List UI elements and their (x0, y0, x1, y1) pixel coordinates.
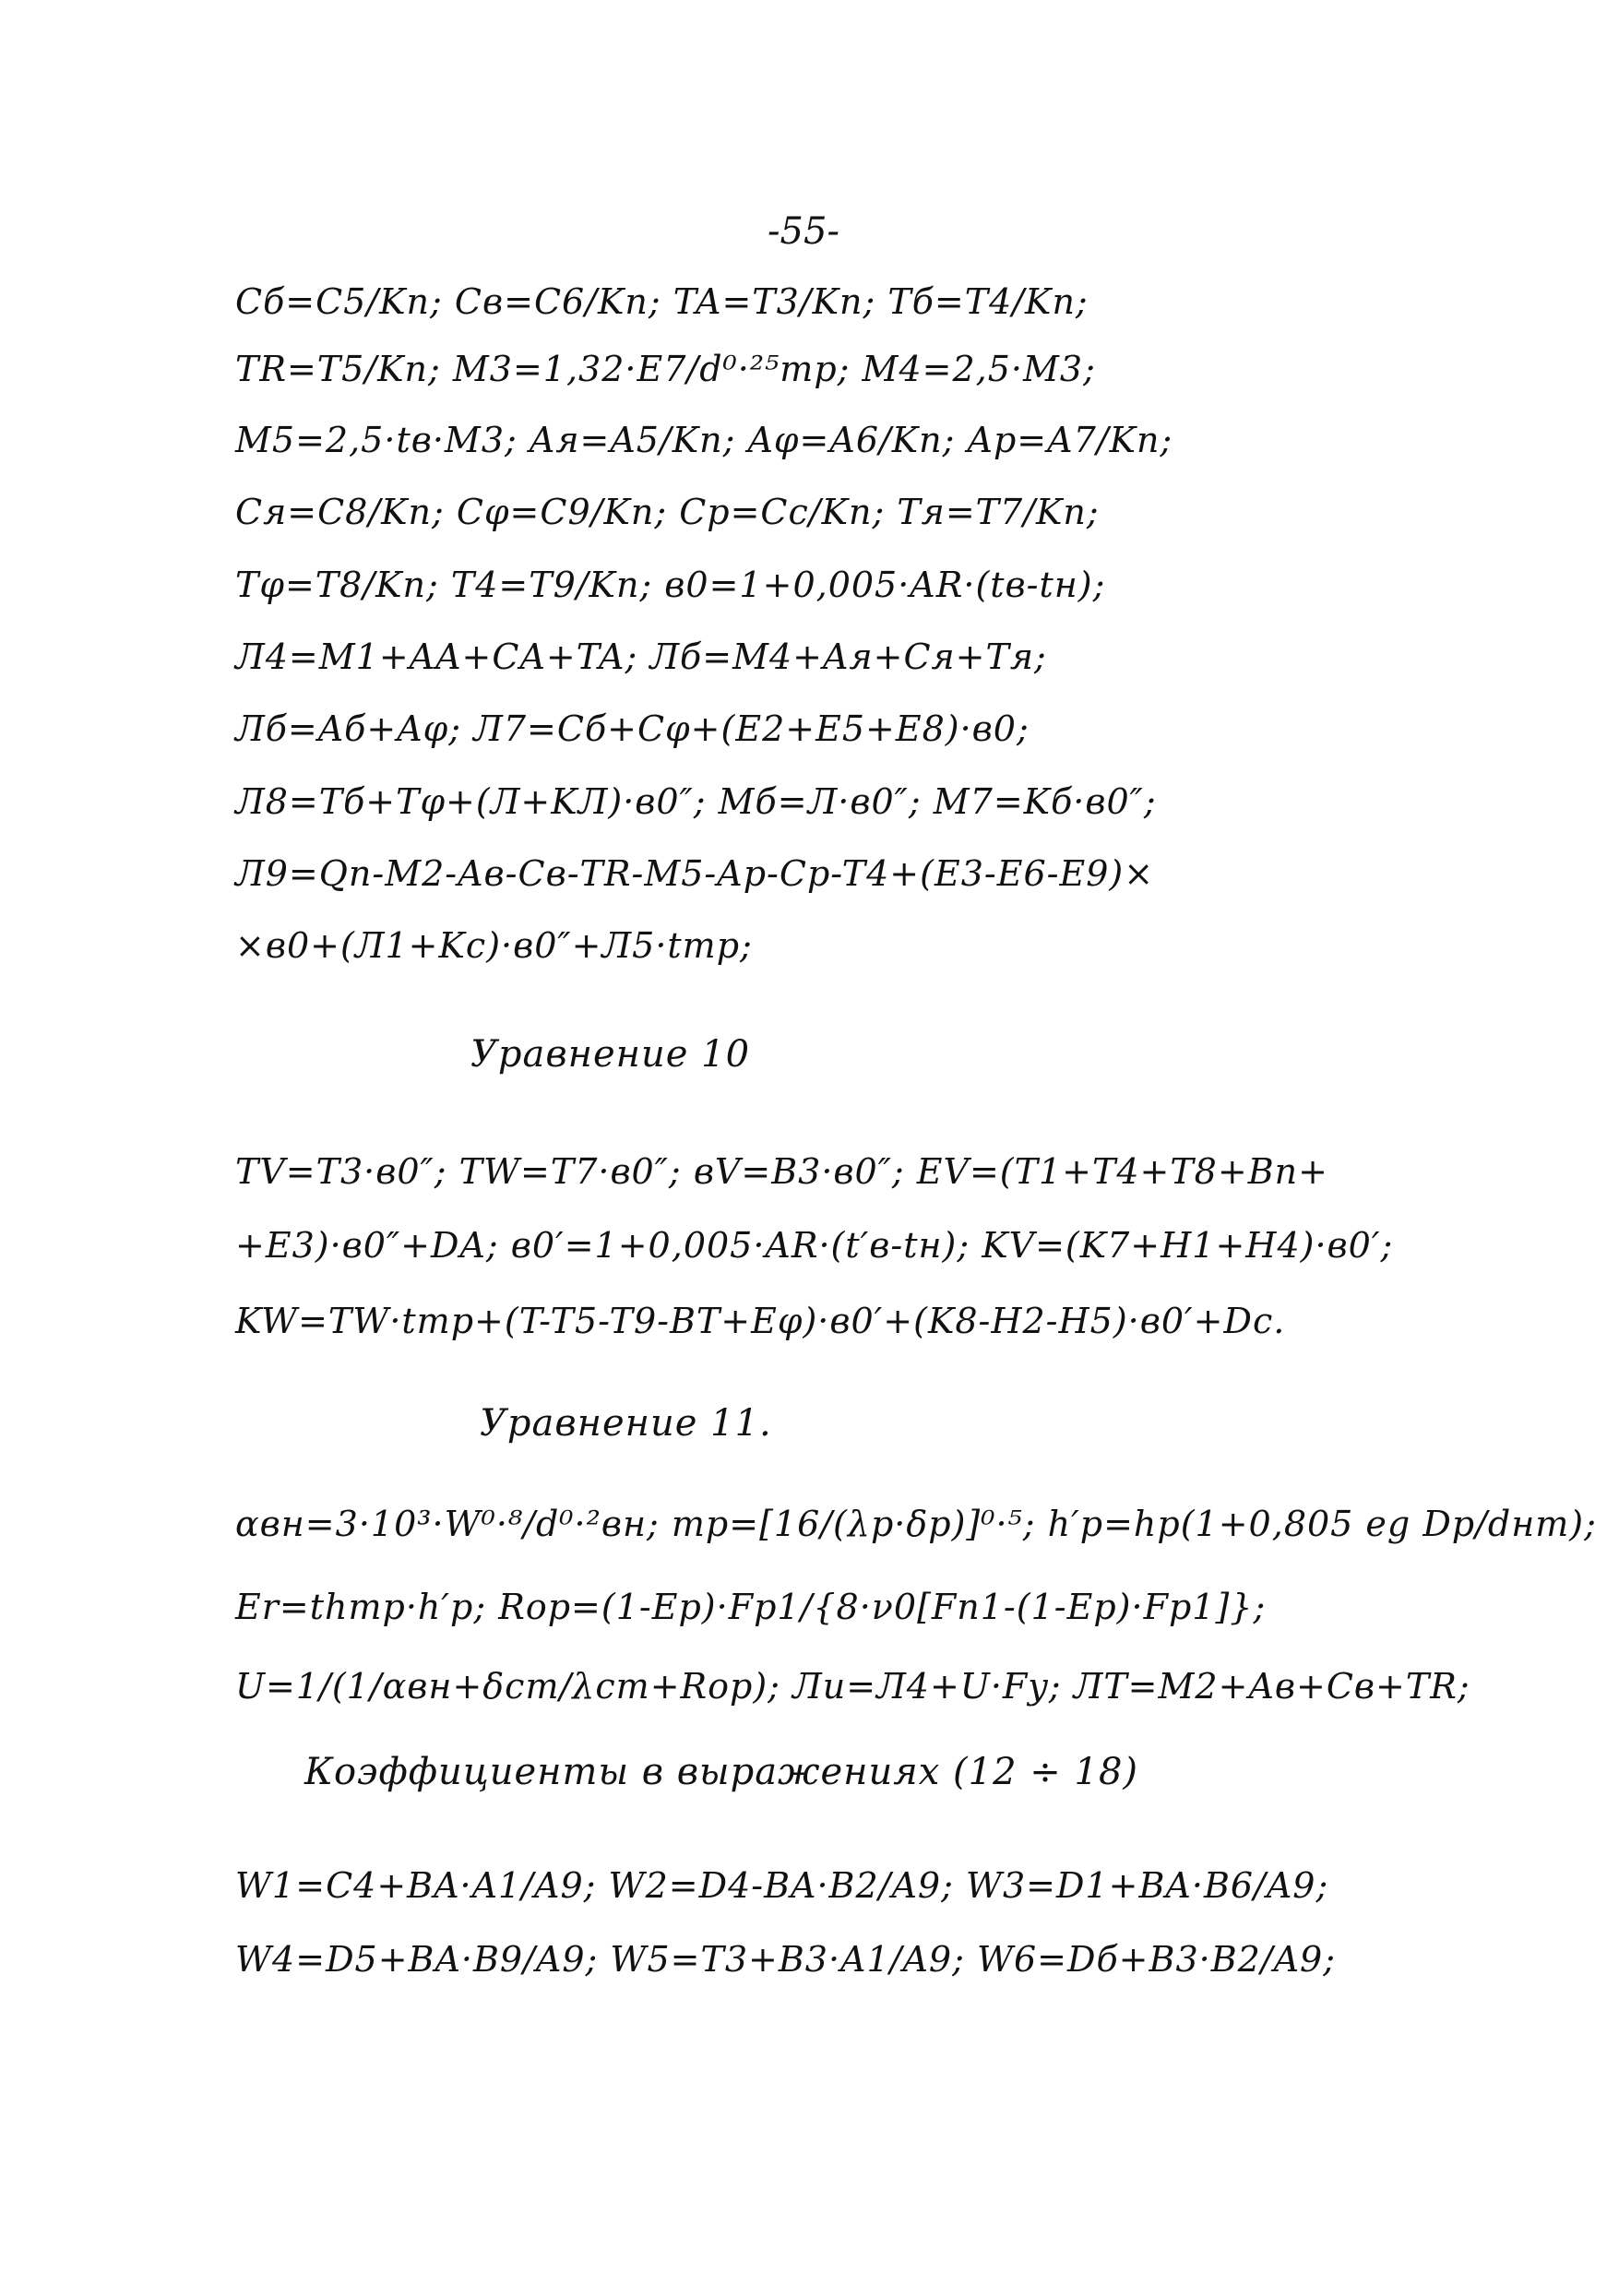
formula-line: Cб=C5/Kп; Cв=C6/Kп; TA=T3/Kп; Tб=T4/Kп; (235, 281, 1089, 322)
formula-line: Л4=M1+AA+CA+TA; Лб=M4+Aя+Cя+Tя; (235, 636, 1047, 677)
formula-line: Tφ=T8/Kп; T4=T9/Kп; в0=1+0,005·AR·(tв-tн); (235, 565, 1106, 605)
formula-line: Л9=Qп-M2-Aв-Cв-TR-M5-Ap-Cp-T4+(E3-E6-E9)× (235, 853, 1155, 894)
formula-line: KW=TW·tтр+(T-T5-T9-BT+Eφ)·в0′+(K8-H2-H5)·в0′+Dc. (235, 1301, 1286, 1341)
formula-line: Cя=C8/Kп; Cφ=C9/Kп; Cp=Cc/Kп; Tя=T7/Kп; (235, 492, 1100, 532)
formula-line: ×в0+(Л1+Kc)·в0″+Л5·tтр; (235, 925, 753, 966)
formula-line: W4=D5+BA·B9/A9; W5=T3+B3·A1/A9; W6=Dб+B3·B2/A9; (235, 1939, 1337, 1980)
formula-line: Л8=Tб+Tφ+(Л+KЛ)·в0″; Mб=Л·в0″; M7=Kб·в0″; (235, 781, 1157, 822)
formula-line: W1=C4+BA·A1/A9; W2=D4-BA·B2/A9; W3=D1+BA·B6/A9; (235, 1865, 1329, 1906)
section-heading: Коэффициенты в выражениях (12 ÷ 18) (304, 1751, 1139, 1793)
section-heading: Уравнение 10 (470, 1033, 751, 1076)
formula-line: TR=T5/Kп; M3=1,32·E7/d⁰·²⁵тр; M4=2,5·M3; (235, 349, 1096, 389)
formula-line: U=1/(1/αвн+δст/λст+Rop); Лu=Л4+U·Fy; ЛT=M2+Aв+Cв+TR; (235, 1666, 1470, 1707)
section-heading: Уравнение 11. (480, 1402, 772, 1445)
formula-line: Er=thmp·h′p; Rop=(1-Ep)·Fp1/{8·ν0[Fп1-(1-Ep)·Fp1]}; (235, 1587, 1267, 1627)
page-number: -55- (768, 210, 839, 253)
formula-line: +E3)·в0″+DA; в0′=1+0,005·AR·(t′в-tн); KV=(K7+H1+H4)·в0′; (235, 1225, 1394, 1266)
formula-line: Лб=Aб+Aφ; Л7=Cб+Cφ+(E2+E5+E8)·в0; (235, 708, 1030, 749)
formula-line: αвн=3·10³·W⁰·⁸/d⁰·²вн; mp=[16/(λp·δp)]⁰·⁵; h′p=hp(1+0,805 eg Dp/dнт); (235, 1504, 1597, 1544)
formula-line: M5=2,5·tв·M3; Aя=A5/Kп; Aφ=A6/Kп; Ap=A7/Kп; (235, 420, 1173, 460)
formula-line: TV=T3·в0″; TW=T7·в0″; вV=B3·в0″; EV=(T1+T4+T8+Bп+ (235, 1151, 1328, 1192)
